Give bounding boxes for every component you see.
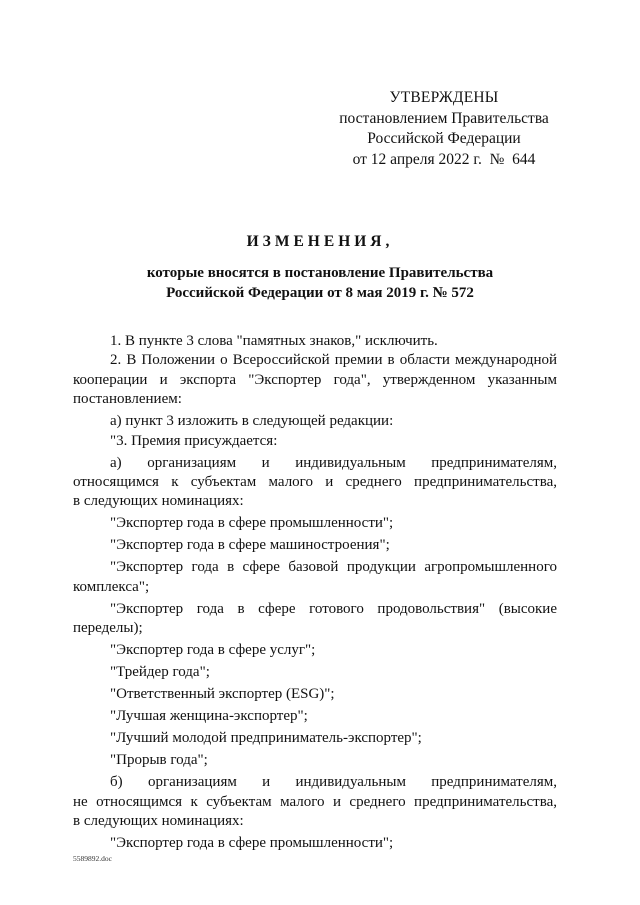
nomination-services: "Экспортер года в сфере услуг"; xyxy=(110,642,316,659)
nomination-breakthrough: "Прорыв года"; xyxy=(110,752,208,769)
approval-heading: УТВЕРЖДЕНЫ xyxy=(389,89,499,106)
paragraph-group-b-line-3: в следующих номинациях: xyxy=(73,813,244,830)
nomination-food-ready: "Экспортер года в сфере готового продовольствия" (высокие переделы); xyxy=(73,600,557,637)
nomination-industry-b: "Экспортер года в сфере промышленности"; xyxy=(110,835,394,852)
paragraph-group-a-line-1: а) организациям и индивидуальным предпринимателям, xyxy=(110,454,557,471)
footer-doc-code: 5589892.doc xyxy=(73,854,112,863)
nomination-woman-exporter: "Лучшая женщина-экспортер"; xyxy=(110,708,308,725)
subtitle-line-1: которые вносятся в постановление Правительства xyxy=(146,265,494,281)
approval-line-date-number: от 12 апреля 2022 г. № 644 xyxy=(352,150,536,168)
subtitle-line-2: Российской Федерации от 8 мая 2019 г. № 572 xyxy=(166,285,474,301)
approval-line-government: Российской Федерации xyxy=(367,130,521,147)
paragraph-item-2: 2. В Положении о Всероссийской премии в области международной кооперации и экспорта "Экспортер года", утвержденном указанным постановлением: xyxy=(73,352,557,408)
nomination-agro-base: "Экспортер года в сфере базовой продукции агропромышленного комплекса"; xyxy=(73,559,557,595)
nomination-industry: "Экспортер года в сфере промышленности"; xyxy=(110,515,394,532)
approval-line-decree: постановлением Правительства xyxy=(339,109,549,127)
paragraph-prize-awarded: "3. Премия присуждается: xyxy=(110,432,278,449)
nomination-esg: "Ответственный экспортер (ESG)"; xyxy=(110,686,335,703)
paragraph-group-b-line-2: не относящимся к субъектам малого и среднего предпринимательства, xyxy=(73,793,557,810)
document-subtitle xyxy=(0,263,640,303)
nomination-young-entrepreneur: "Лучший молодой предприниматель-экспортер"; xyxy=(110,730,422,747)
nomination-trader: "Трейдер года"; xyxy=(110,664,210,681)
paragraph-group-a-line-2: относящимся к субъектам малого и среднего предпринимательства, xyxy=(73,474,557,491)
approval-stamp xyxy=(338,88,550,170)
paragraph-group-b-line-1: б) организациям и индивидуальным предпринимателям, xyxy=(110,774,557,791)
document-body xyxy=(73,332,557,853)
nomination-machinery: "Экспортер года в сфере машиностроения"; xyxy=(110,537,390,554)
document-title: ИЗМЕНЕНИЯ, xyxy=(246,233,394,250)
paragraph-item-1: 1. В пункте 3 слова "памятных знаков," исключить. xyxy=(110,333,438,349)
paragraph-subitem-a: а) пункт 3 изложить в следующей редакции: xyxy=(110,413,394,430)
paragraph-group-a-line-3: в следующих номинациях: xyxy=(73,493,244,510)
